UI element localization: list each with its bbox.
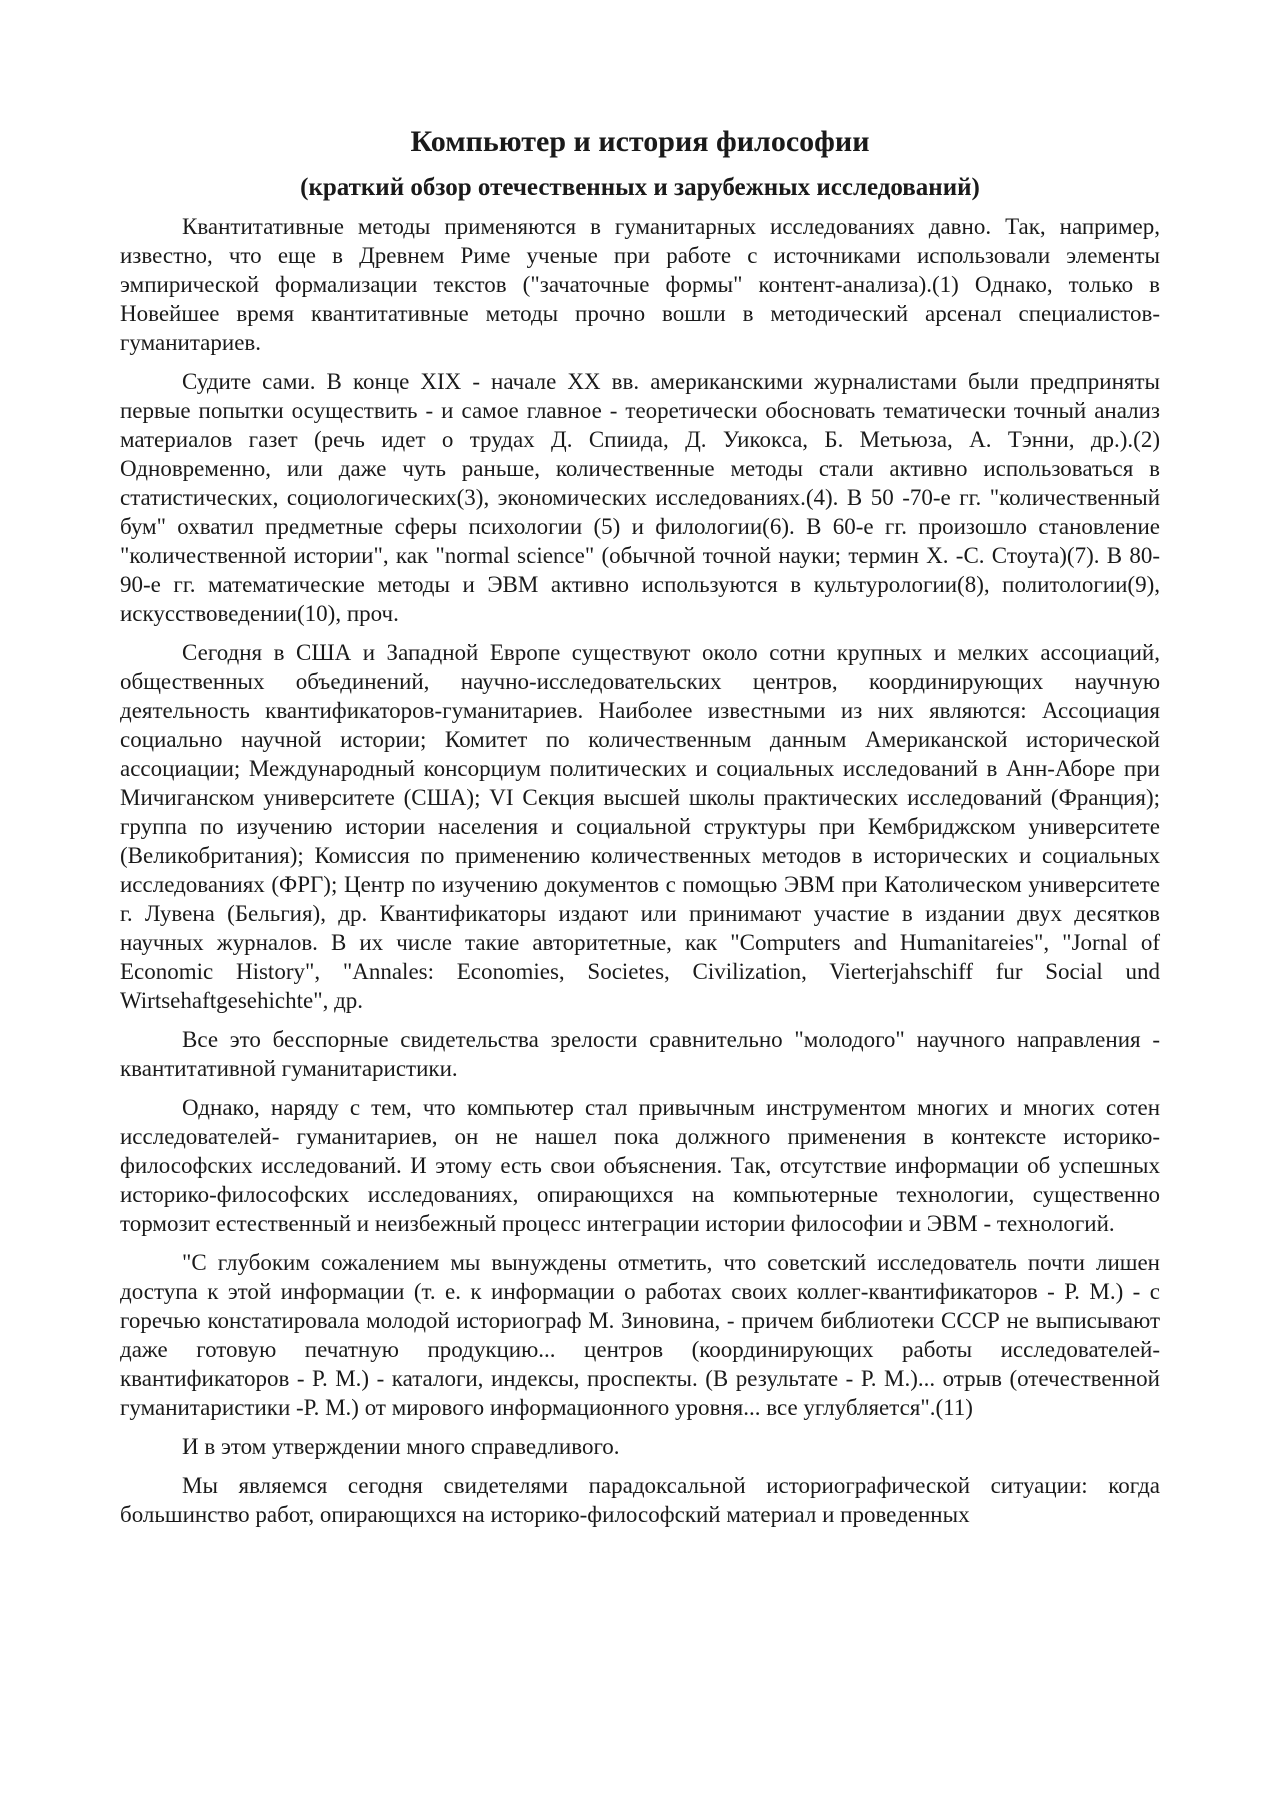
paragraph-quantitative-methods: Квантитативные методы применяются в гуманитарных исследованиях давно. Так, например, известно, что еще в Древнем Риме ученые при работе с источниками использовали элементы эмпирической формализации текстов ("зачаточные формы" контент-анализа).(1) Однако, только в Новейшее время квантитативные методы прочно вошли в методический арсенал специалистов-гуманитариев. [120,214,1160,355]
paragraph-statement: И в этом утверждении много справедливого. [182,1434,620,1459]
paragraph-paradox: Мы являемся сегодня свидетелями парадоксальной историографической ситуации: когда большинство работ, опирающихся на историко-философский материал и проведенных [120,1473,1160,1527]
document-page [120,118,1160,1539]
paragraph-maturity: Все это бесспорные свидетельства зрелости сравнительно "молодого" научного направления - квантитативной гуманитаристики. [120,1027,1160,1081]
document-title: Компьютер и история философии [410,125,870,158]
paragraph-quotation: "С глубоким сожалением мы вынуждены отметить, что советский исследователь почти лишен доступа к этой информации (т. е. к информации о работах своих коллег-квантификаторов - Р. М.) - с горечью констатировала молодой историограф М. Зиновина, - причем библиотеки СССР не выписывают даже готовую печатную продукцию... центров (координирующих работы исследователей-квантификаторов - Р. М.) - каталоги, индексы, проспекты. (В результате - Р. М.)... отрыв (отечественной гуманитаристики -Р. М.) от мирового информационного уровня... все углубляется".(11) [120,1250,1160,1420]
paragraph-associations: Сегодня в США и Западной Европе существуют около сотни крупных и мелких ассоциаций, общественных объединений, научно-исследовательских центров, координирующих научную деятельность квантификаторов-гуманитариев. Наиболее известными из них являются: Ассоциация социально научной истории; Комитет по количественным данным Американской исторической ассоциации; Международный консорциум политических и социальных исследований в Анн-Аборе при Мичиганском университете (США); VI Секция высшей школы практических исследований (Франция); группа по изучению истории населения и социальной структуры при Кембриджском университете (Великобритания); Комиссия по применению количественных методов в исторических и социальных исследованиях (ФРГ); Центр по изучению документов с помощью ЭВМ при Католическом университете г. Лувена (Бельгия), др. Квантификаторы издают или принимают участие в издании двух десятков научных журналов. В их числе такие авторитетные, как "Computers and Humanitareies", "Jornal of Economic History", "Annales: Economies, Societes, Civilization, Vierterjahschiff fur Social und Wirtsehaftgesehichte", др. [120,640,1160,1013]
paragraph-history-of-methods: Судите сами. В конце XIX - начале XX вв. американскими журналистами были предприняты первые попытки осуществить - и самое главное - теоретически обосновать тематически точный анализ материалов газет (речь идет о трудах Д. Спиида, Д. Уикокса, Б. Метьюза, А. Тэнни, др.).(2) Одновременно, или даже чуть раньше, количественные методы стали активно использоваться в статистических, социологических(3), экономических исследованиях.(4). В 50 -70-е гг. "количественный бум" охватил предметные сферы психологии (5) и филологии(6). В 60-е гг. произошло становление "количественной истории", как "normal science" (обычной точной науки; термин Х. -С. Стоута)(7). В 80-90-е гг. математические методы и ЭВМ активно используются в культурологии(8), политологии(9), искусствоведении(10), проч. [120,369,1160,626]
document-subtitle: (краткий обзор отечественных и зарубежных исследований) [300,174,980,201]
paragraph-computer-in-philosophy: Однако, наряду с тем, что компьютер стал привычным инструментом многих и многих сотен исследователей- гуманитариев, он не нашел пока должного применения в контексте историко-философских исследований. И этому есть свои объяснения. Так, отсутствие информации об успешных историко-философских исследованиях, опирающихся на компьютерные технологии, существенно тормозит естественный и неизбежный процесс интеграции истории философии и ЭВМ - технологий. [120,1095,1160,1236]
